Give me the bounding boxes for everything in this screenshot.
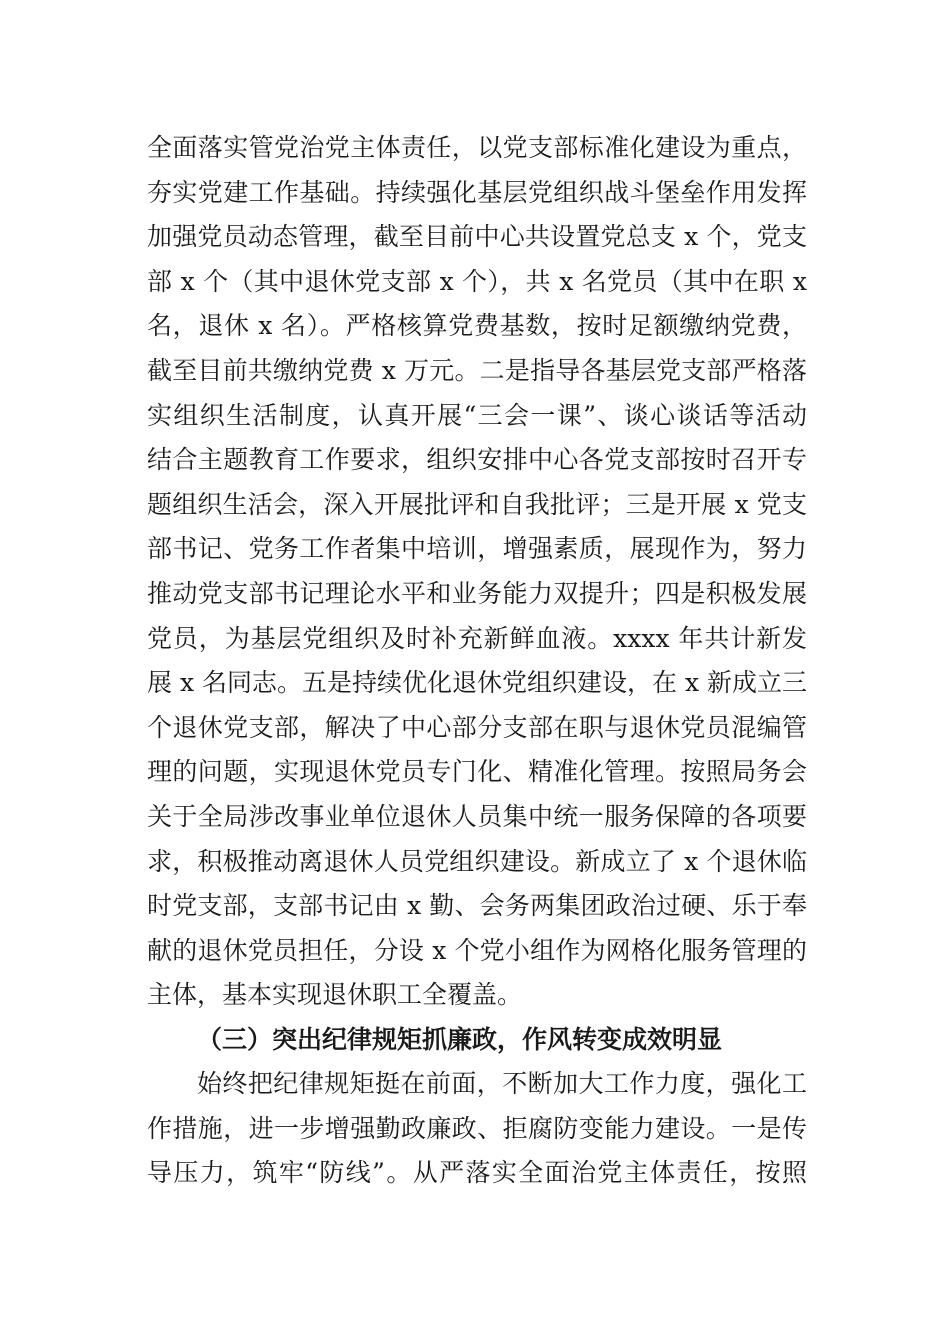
- text-line: 部书记、党务工作者集中培训，增强素质，展现作为，努力: [147, 534, 807, 564]
- text-line: 推动党支部书记理论水平和业务能力双提升；四是积极发展: [147, 579, 807, 608]
- text-line: 名，退休 x 名）。严格核算党费基数，按时足额缴纳党费，: [147, 311, 807, 341]
- text-line: 个退休党支部，解决了中心部分支部在职与退休党员混编管: [147, 712, 807, 742]
- text-line: 始终把纪律规矩挺在前面，不断加大工作力度，强化工: [197, 1069, 807, 1098]
- text-line: 题组织生活会，深入开展批评和自我批评；三是开展 x 党支: [147, 489, 807, 519]
- text-line: 实组织生活制度，认真开展“三会一课”、谈心谈话等活动: [147, 400, 807, 430]
- text-line: 结合主题教育工作要求，组织安排中心各党支部按时召开专: [147, 445, 807, 475]
- text-line: 关于全局涉改事业单位退休人员集中统一服务保障的各项要: [147, 802, 807, 831]
- text-line: 截至目前共缴纳党费 x 万元。二是指导各基层党支部严格落: [147, 356, 807, 385]
- text-line: 时党支部，支部书记由 x 勤、会务两集团政治过硬、乐于奉: [147, 891, 807, 921]
- section-heading: （三）突出纪律规矩抓廉政，作风转变成效明显: [197, 1025, 723, 1054]
- text-line: 导压力，筑牢“防线”。从严落实全面治党主体责任，按照: [147, 1158, 807, 1188]
- text-line: 加强党员动态管理，截至目前中心共设置党总支 x 个，党支: [147, 222, 807, 252]
- text-line: 展 x 名同志。五是持续优化退休党组织建设，在 x 新成立三: [147, 668, 807, 698]
- text-line: 理的问题，实现退休党员专门化、精准化管理。按照局务会: [147, 757, 807, 787]
- text-line: 夯实党建工作基础。持续强化基层党组织战斗堡垒作用发挥: [147, 177, 807, 207]
- text-line: 作措施，进一步增强勤政廉政、拒腐防变能力建设。一是传: [147, 1113, 807, 1143]
- text-line: 党员，为基层党组织及时补充新鲜血液。xxxx 年共计新发: [147, 623, 807, 653]
- text-line: 全面落实管党治党主体责任，以党支部标准化建设为重点，: [147, 133, 807, 162]
- text-line: 求，积极推动离退休人员党组织建设。新成立了 x 个退休临: [147, 846, 807, 876]
- text-line: 献的退休党员担任，分设 x 个党小组作为网格化服务管理的: [147, 935, 807, 965]
- text-line: 部 x 个（其中退休党支部 x 个），共 x 名党员（其中在职 x: [147, 266, 807, 296]
- text-line: 主体，基本实现退休职工全覆盖。: [147, 980, 523, 1010]
